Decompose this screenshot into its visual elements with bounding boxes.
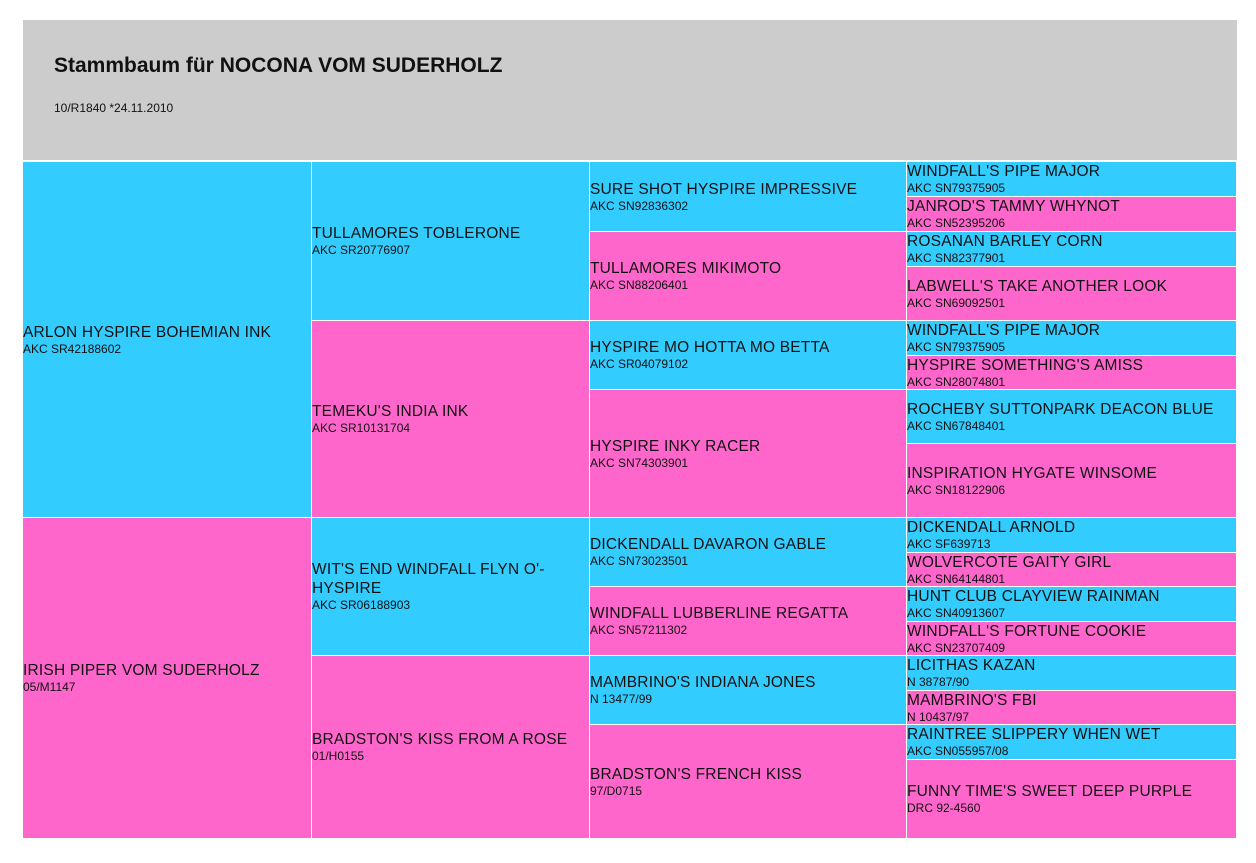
generation-3-great-grandparent-cell <box>590 725 907 839</box>
dog-registration-number: AKC SR06188903 <box>312 598 411 612</box>
dog-name: JANROD'S TAMMY WHYNOT <box>907 198 1120 215</box>
generation-4-great-great-grandparent-cell <box>907 390 1237 444</box>
generation-3-great-grandparent-cell <box>590 518 907 587</box>
dog-registration-number: AKC SR10131704 <box>312 421 411 435</box>
dog-registration-number: 01/H0155 <box>312 749 365 763</box>
dog-name: TULLAMORES MIKIMOTO <box>590 260 782 277</box>
dog-name: WOLVERCOTE GAITY GIRL <box>907 553 1112 571</box>
generation-4-great-great-grandparent-cell <box>907 760 1237 839</box>
dog-name: MAMBRINO'S INDIANA JONES <box>590 674 816 691</box>
generation-1-parent-cell <box>23 518 312 839</box>
dog-name: ARLON HYSPIRE BOHEMIAN INK <box>23 323 272 341</box>
dog-registration-number: AKC SN69092501 <box>907 295 1006 310</box>
dog-registration-number: AKC SN88206401 <box>590 278 689 292</box>
generation-3-great-grandparent-cell <box>590 162 907 232</box>
dog-registration-number: N 13477/99 <box>590 692 653 706</box>
page-title: Stammbaum für NOCONA VOM SUDERHOLZ <box>54 54 503 77</box>
dog-name: LABWELL'S TAKE ANOTHER LOOK <box>907 277 1168 295</box>
dog-registration-number: AKC SF639713 <box>907 537 991 551</box>
dog-name: LICITHAS KAZAN <box>907 657 1036 674</box>
generation-4-great-great-grandparent-cell <box>907 444 1237 518</box>
dog-name: ROSANAN BARLEY CORN <box>907 233 1103 250</box>
generation-4-great-great-grandparent-cell <box>907 232 1237 267</box>
dog-registration-birthdate: 10/R1840 *24.11.2010 <box>54 101 174 115</box>
dog-registration-number: AKC SN67848401 <box>907 418 1006 433</box>
dog-registration-number: AKC SN64144801 <box>907 571 1006 586</box>
generation-1-parent-cell <box>23 162 312 518</box>
generation-3-great-grandparent-cell <box>590 390 907 518</box>
dog-registration-number: 97/D0715 <box>590 783 643 798</box>
generation-3-great-grandparent-cell <box>590 656 907 725</box>
dog-name: TEMEKU'S INDIA INK <box>312 403 469 420</box>
dog-name: TULLAMORES TOBLERONE <box>312 225 521 242</box>
dog-registration-number: AKC SN74303901 <box>590 455 689 470</box>
dog-name: BRADSTON'S FRENCH KISS <box>590 765 803 783</box>
pedigree-grid <box>23 162 1237 839</box>
dog-name: IRISH PIPER VOM SUDERHOLZ <box>23 662 260 679</box>
dog-registration-number: 05/M1147 <box>23 680 76 694</box>
generation-4-great-great-grandparent-cell <box>907 622 1237 656</box>
dog-registration-number: N 10437/97 <box>907 709 970 724</box>
generation-4-great-great-grandparent-cell <box>907 321 1237 356</box>
dog-name: HYSPIRE INKY RACER <box>590 437 761 455</box>
dog-registration-number: AKC SN79375905 <box>907 340 1006 354</box>
generation-4-great-great-grandparent-cell <box>907 691 1237 725</box>
generation-3-great-grandparent-cell <box>590 232 907 321</box>
dog-name: INSPIRATION HYGATE WINSOME <box>907 464 1158 482</box>
generation-4-great-great-grandparent-cell <box>907 356 1237 390</box>
generation-2-grandparent-cell <box>312 321 590 518</box>
dog-registration-number: AKC SN57211302 <box>590 623 688 637</box>
dog-name: WINDFALL'S PIPE MAJOR <box>907 322 1101 339</box>
generation-4-great-great-grandparent-cell <box>907 267 1237 321</box>
dog-registration-number: AKC SR04079102 <box>590 357 689 371</box>
dog-registration-number: AKC SR20776907 <box>312 243 411 257</box>
dog-registration-number: DRC 92-4560 <box>907 801 981 815</box>
generation-4-great-great-grandparent-cell <box>907 553 1237 587</box>
dog-name: ROCHEBY SUTTONPARK DEACON BLUE <box>907 400 1214 418</box>
dog-name: WINDFALL LUBBERLINE REGATTA <box>590 605 849 622</box>
dog-name: SURE SHOT HYSPIRE IMPRESSIVE <box>590 180 858 198</box>
generation-2-grandparent-cell <box>312 162 590 321</box>
dog-name: HUNT CLUB CLAYVIEW RAINMAN <box>907 588 1160 605</box>
dog-name: HYSPIRE SOMETHING'S AMISS <box>907 356 1144 374</box>
generation-3-great-grandparent-cell <box>590 587 907 656</box>
generation-3-great-grandparent-cell <box>590 321 907 390</box>
generation-2-grandparent-cell <box>312 656 590 839</box>
dog-name: DICKENDALL ARNOLD <box>907 519 1076 536</box>
dog-registration-number: N 38787/90 <box>907 675 970 689</box>
dog-name: FUNNY TIME'S SWEET DEEP PURPLE <box>907 783 1193 800</box>
dog-name: WINDFALL'S PIPE MAJOR <box>907 163 1101 180</box>
dog-registration-number: AKC SN28074801 <box>907 374 1006 389</box>
dog-registration-number: AKC SN18122906 <box>907 482 1006 497</box>
dog-registration-number: AKC SN40913607 <box>907 606 1006 620</box>
dog-registration-number: AKC SR42188602 <box>23 341 122 356</box>
dog-registration-number: AKC SN79375905 <box>907 181 1006 195</box>
dog-name: RAINTREE SLIPPERY WHEN WET <box>907 726 1161 743</box>
dog-registration-number: AKC SN73023501 <box>590 554 689 568</box>
dog-name: WIT'S END WINDFALL FLYN O'-HYSPIRE <box>312 561 545 597</box>
generation-4-great-great-grandparent-cell <box>907 587 1237 622</box>
dog-registration-number: AKC SN23707409 <box>907 640 1006 655</box>
generation-2-grandparent-cell <box>312 518 590 656</box>
dog-registration-number: AKC SN92836302 <box>590 198 689 213</box>
dog-registration-number: AKC SN52395206 <box>907 216 1006 230</box>
dog-name: BRADSTON'S KISS FROM A ROSE <box>312 731 568 748</box>
generation-4-great-great-grandparent-cell <box>907 656 1237 691</box>
dog-registration-number: AKC SN055957/08 <box>907 744 1009 758</box>
generation-4-great-great-grandparent-cell <box>907 162 1237 197</box>
generation-4-great-great-grandparent-cell <box>907 725 1237 760</box>
pedigree-header <box>23 20 1237 160</box>
generation-4-great-great-grandparent-cell <box>907 518 1237 553</box>
dog-name: MAMBRINO'S FBI <box>907 691 1037 709</box>
dog-name: WINDFALL'S FORTUNE COOKIE <box>907 622 1147 640</box>
dog-registration-number: AKC SN82377901 <box>907 251 1006 265</box>
generation-4-great-great-grandparent-cell <box>907 197 1237 232</box>
dog-name: HYSPIRE MO HOTTA MO BETTA <box>590 339 830 356</box>
dog-name: DICKENDALL DAVARON GABLE <box>590 536 827 553</box>
